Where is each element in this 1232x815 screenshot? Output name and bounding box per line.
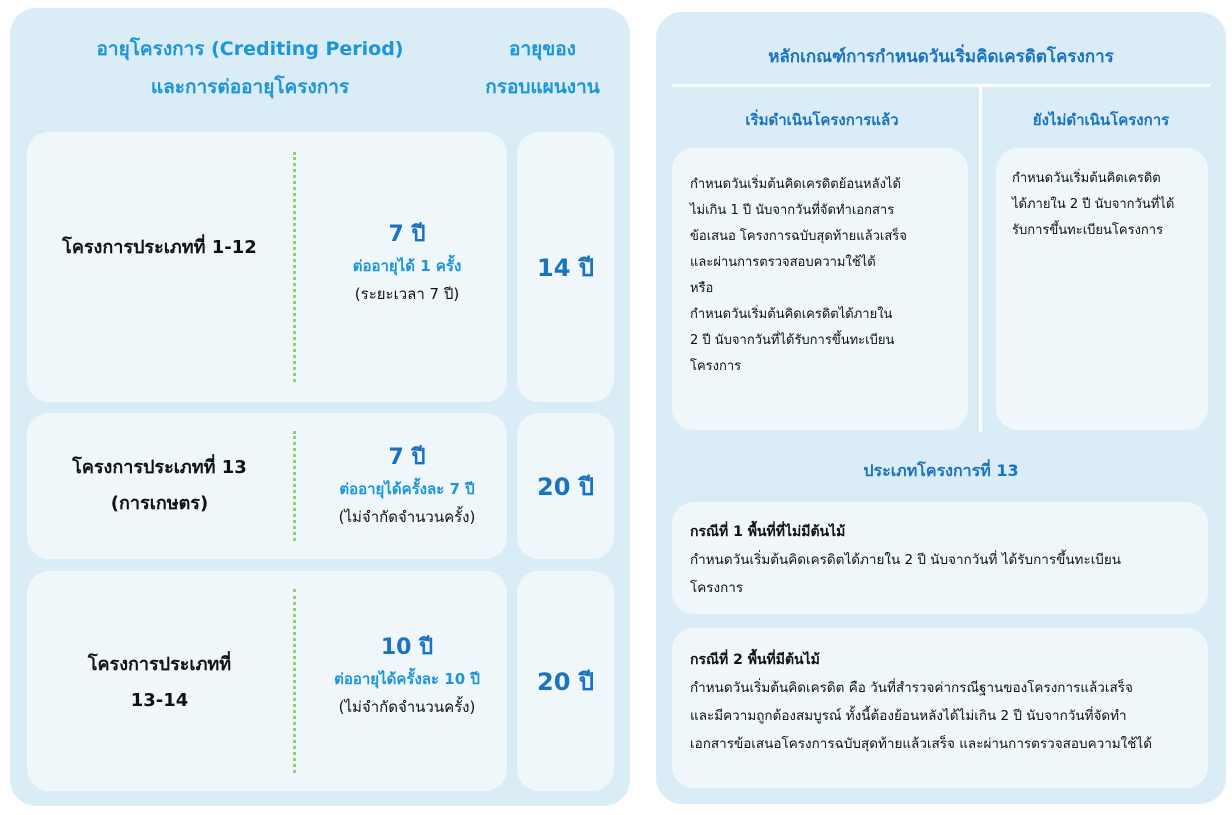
row-1-framework-card: [517, 132, 614, 402]
crediting-period-header: [30, 30, 470, 106]
project-type-row-2-card: [27, 413, 507, 559]
row-2-years: 7 ปี: [388, 445, 426, 470]
row-2-extension: ต่ออายุได้ครั้งละ 7 ปี: [339, 480, 475, 498]
case1-title: กรณีที่ 1 พื้นที่ที่ไม่มีต้นไม้: [690, 524, 846, 540]
started-card: [672, 148, 968, 430]
row-1-duration: (ระยะเวลา 7 ปี): [354, 285, 460, 303]
row-1-crediting: [309, 218, 505, 308]
row-1-title-line1: โครงการประเภทที่ 1-12: [62, 237, 257, 258]
row-3-duration: (ไม่จำกัดจำนวนครั้ง): [338, 698, 476, 716]
case2-card: [672, 628, 1208, 788]
row-3-title-line2: 13-14: [130, 690, 189, 711]
started-line: หรือ: [690, 281, 714, 296]
case2-line: เอกสารข้อเสนอโครงการฉบับสุดท้ายแล้วเสร็จ และผ่านการตรวจสอบความใช้ได้: [690, 736, 1152, 752]
criteria-title: หลักเกณฑ์การกำหนดวันเริ่มคิดเครดิตโครงการ: [768, 47, 1114, 67]
row-2-crediting: [309, 441, 505, 531]
not-started-header: ยังไม่ดำเนินโครงการ: [1032, 111, 1170, 129]
started-text: [690, 172, 962, 380]
row-2-title-line2: (การเกษตร): [110, 493, 209, 514]
started-line: กำหนดวันเริ่มต้นคิดเครดิตย้อนหลังได้: [690, 177, 901, 192]
project-type-row-3-card: [27, 571, 507, 791]
not-started-line: ได้ภายใน 2 ปี นับจากวันที่ได้: [1012, 197, 1175, 212]
row-2-duration: (ไม่จำกัดจำนวนครั้ง): [338, 508, 476, 526]
row-3-crediting: [309, 631, 505, 721]
started-line: ข้อเสนอ โครงการฉบับสุดท้ายแล้วเสร็จ: [690, 229, 907, 244]
row-1-divider: [293, 152, 296, 382]
row-3-title-line1: โครงการประเภทที่: [87, 654, 232, 675]
framework-age-header-line1: อายุของ: [509, 38, 576, 60]
framework-age-header-line2: กรอบแผนงาน: [485, 76, 600, 98]
started-line: 2 ปี นับจากวันที่ได้รับการขึ้นทะเบียน: [690, 333, 895, 348]
row-1-title: [27, 230, 292, 266]
not-started-text: [1012, 166, 1202, 244]
credit-start-criteria-panel: [656, 12, 1226, 804]
column-divider: [979, 87, 982, 432]
project-type-row-1-card: [27, 132, 507, 402]
row-2-title: [27, 450, 292, 522]
row-2-title-line1: โครงการประเภทที่ 13: [72, 457, 247, 478]
row-3-framework-card: [517, 571, 614, 791]
case2-line: และมีความถูกต้องสมบูรณ์ ทั้งนี้ต้องย้อนหลังได้ไม่เกิน 2 ปี นับจากวันที่จัดทำ: [690, 708, 1127, 724]
title-divider: [672, 84, 1210, 87]
started-line: โครงการ: [690, 359, 742, 374]
row-3-title: [27, 647, 292, 719]
case2-line: กำหนดวันเริ่มต้นคิดเครดิต คือ วันที่สำรวจค่ากรณีฐานของโครงการแล้วเสร็จ: [690, 680, 1133, 696]
crediting-period-panel: [10, 8, 630, 806]
row-2-framework-card: [517, 413, 614, 559]
row-2-divider: [293, 431, 296, 541]
case1-line: กำหนดวันเริ่มต้นคิดเครดิตได้ภายใน 2 ปี นับจากวันที่ ได้รับการขึ้นทะเบียน: [690, 552, 1122, 568]
row-2-framework-value: 20 ปี: [537, 472, 594, 501]
row-3-divider: [293, 589, 296, 773]
not-started-line: กำหนดวันเริ่มต้นคิดเครดิต: [1012, 171, 1161, 186]
not-started-line: รับการขึ้นทะเบียนโครงการ: [1012, 223, 1164, 238]
row-1-framework-value: 14 ปี: [537, 253, 594, 282]
type13-title: ประเภทโครงการที่ 13: [863, 461, 1019, 480]
not-started-card: [996, 148, 1208, 430]
case2-title: กรณีที่ 2 พื้นที่มีต้นไม้: [690, 652, 820, 668]
row-3-years: 10 ปี: [380, 635, 434, 660]
crediting-period-header-line1: อายุโครงการ (Crediting Period): [96, 38, 404, 60]
started-line: ไม่เกิน 1 ปี นับจากวันที่จัดทำเอกสาร: [690, 203, 895, 218]
started-header: เริ่มดำเนินโครงการแล้ว: [745, 111, 899, 129]
started-line: และผ่านการตรวจสอบความใช้ได้: [690, 255, 876, 270]
row-1-extension: ต่ออายุได้ 1 ครั้ง: [352, 257, 462, 275]
started-line: กำหนดวันเริ่มต้นคิดเครดิตได้ภายใน: [690, 307, 893, 322]
crediting-period-header-line2: และการต่ออายุโครงการ: [150, 76, 350, 98]
row-3-extension: ต่ออายุได้ครั้งละ 10 ปี: [334, 670, 480, 688]
case1-line: โครงการ: [690, 580, 744, 596]
framework-age-header: [465, 30, 620, 106]
case1-card: [672, 502, 1208, 614]
row-1-years: 7 ปี: [388, 222, 426, 247]
case2-content: [690, 646, 1202, 758]
row-3-framework-value: 20 ปี: [537, 667, 594, 696]
case1-content: [690, 518, 1200, 602]
